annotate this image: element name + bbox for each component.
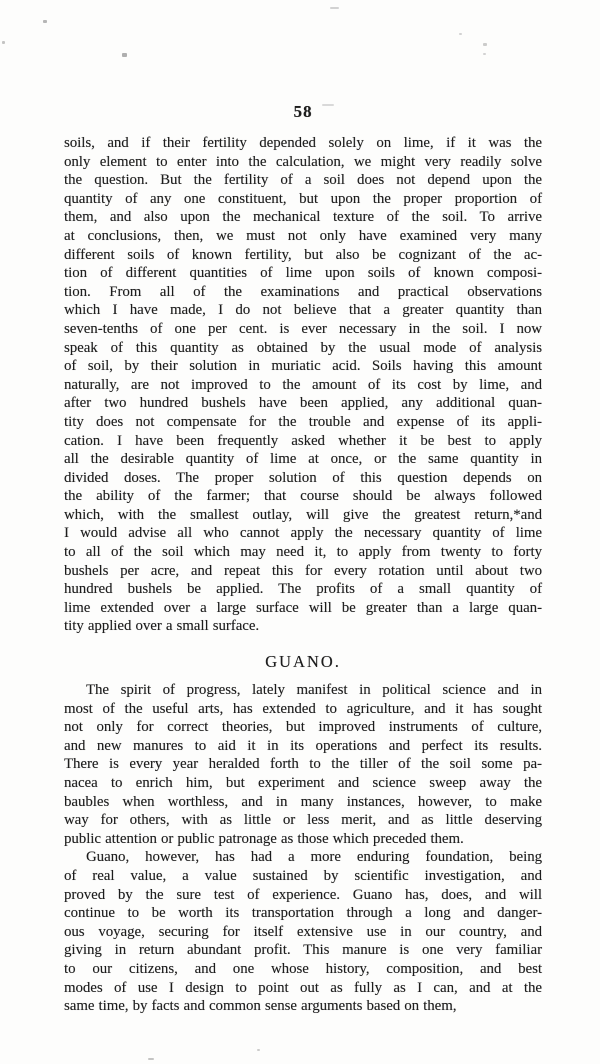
text-line: divided doses. The proper solution of this question depends on	[64, 469, 542, 486]
text-line: way for others, with as little or less merit, and as little deserving	[64, 812, 542, 829]
text-line: modes of use I design to point out as fully as I can, and at the	[64, 979, 542, 996]
text-line: to all of the soil which may need it, to apply from twenty to forty	[64, 544, 542, 561]
text-line: bushels per acre, and repeat this for every rotation until about two	[64, 562, 542, 579]
text-line: public attention or public patronage as those which preceded them.	[64, 830, 464, 847]
text-line: lime extended over a large surface will be greater than a large quan-	[64, 599, 542, 616]
text-line: same time, by facts and common sense arguments based on them,	[64, 998, 457, 1015]
section-heading: GUANO.	[265, 652, 341, 672]
text-line: which, with the smallest outlay, will give the greatest return,*and	[64, 506, 542, 523]
text-line: the ability of the farmer; that course should be always followed	[64, 488, 542, 505]
text-line: most of the useful arts, has extended to agriculture, and it has sought	[64, 700, 542, 717]
text-line: ous voyage, securing for itself extensive use in our country, and	[64, 923, 542, 940]
paragraph	[64, 848, 542, 1015]
text-line: after two hundred bushels have been applied, any additional quan-	[64, 395, 542, 412]
scan-speck	[43, 20, 47, 23]
text-line: cation. I have been frequently asked whether it be best to apply	[64, 432, 542, 449]
text-line: tion. From all of the examinations and practical observations	[64, 283, 542, 300]
scan-speck	[459, 33, 462, 35]
text-line: I would advise all who cannot apply the necessary quantity of lime	[64, 525, 542, 542]
text-line: seven-tenths of one per cent. is ever necessary in the soil. I now	[64, 320, 542, 337]
text-line: hundred bushels be applied. The profits of a small quantity of	[64, 581, 542, 598]
text-line: which I have made, I do not believe that a greater quantity than	[64, 302, 542, 319]
text-line: tity does not compensate for the trouble and expense of its appli-	[64, 413, 542, 430]
paragraph	[64, 134, 542, 636]
text-line: The spirit of progress, lately manifest in political science and in	[86, 682, 542, 699]
text-line: the question. But the fertility of a soil does not depend upon the	[64, 172, 542, 189]
text-line: all the desirable quantity of lime at once, or the same quantity in	[64, 451, 542, 468]
scan-speck	[483, 43, 487, 46]
scan-speck	[148, 1058, 154, 1060]
scan-speck	[2, 41, 5, 44]
text-line: quantity of any one constituent, but upon the proper proportion of	[64, 190, 542, 207]
text-line: to our citizens, and one whose history, composition, and best	[64, 960, 542, 977]
text-line: continue to be worth its transportation through a long and danger-	[64, 905, 542, 922]
scan-speck	[330, 7, 339, 9]
text-line: speak of this quantity as obtained by the usual mode of analysis	[64, 339, 542, 356]
text-line: naturally, are not improved to the amount of its cost by lime, and	[64, 376, 542, 393]
scan-speck	[122, 53, 127, 57]
text-line: not only for correct theories, but improved instruments of culture,	[64, 719, 542, 736]
text-line: Guano, however, has had a more enduring foundation, being	[86, 849, 542, 866]
text-line: them, and also upon the mechanical texture of the soil. To arrive	[64, 209, 542, 226]
text-line: tion of different quantities of lime upon soils of known composi-	[64, 265, 542, 282]
text-line: nacea to enrich him, but experiment and science sweep away the	[64, 775, 542, 791]
text-line: baubles when worthless, and in many instances, however, to make	[64, 793, 542, 810]
text-line: at conclusions, then, we must not only have examined very many	[64, 227, 542, 244]
text-line: and new manures to aid it in its operations and perfect its results.	[64, 737, 542, 754]
paragraph	[64, 681, 542, 848]
text-line: soils, and if their fertility depended solely on lime, if it was the	[64, 135, 542, 151]
text-line: giving in return abundant profit. This manure is one very familiar	[64, 942, 542, 959]
text-line: only element to enter into the calculation, we might very readily solve	[64, 153, 542, 170]
text-column	[64, 103, 542, 1016]
text-line: different soils of known fertility, but also be cognizant of the ac-	[64, 246, 542, 263]
text-line: There is every year heralded forth to the tiller of the soil some pa-	[64, 756, 542, 773]
page-number: 58	[293, 102, 313, 121]
text-line: proved by the sure test of experience. Guano has, does, and will	[64, 886, 542, 903]
page-body	[64, 134, 542, 1016]
scan-speck	[483, 53, 486, 55]
text-line: tity applied over a small surface.	[64, 618, 260, 635]
scan-speck	[322, 104, 334, 106]
scan-speck	[257, 1049, 260, 1051]
text-line: of soil, by their solution in muriatic acid. Soils having this amount	[64, 358, 542, 375]
text-line: of real value, a value sustained by scientific investigation, and	[64, 867, 542, 884]
